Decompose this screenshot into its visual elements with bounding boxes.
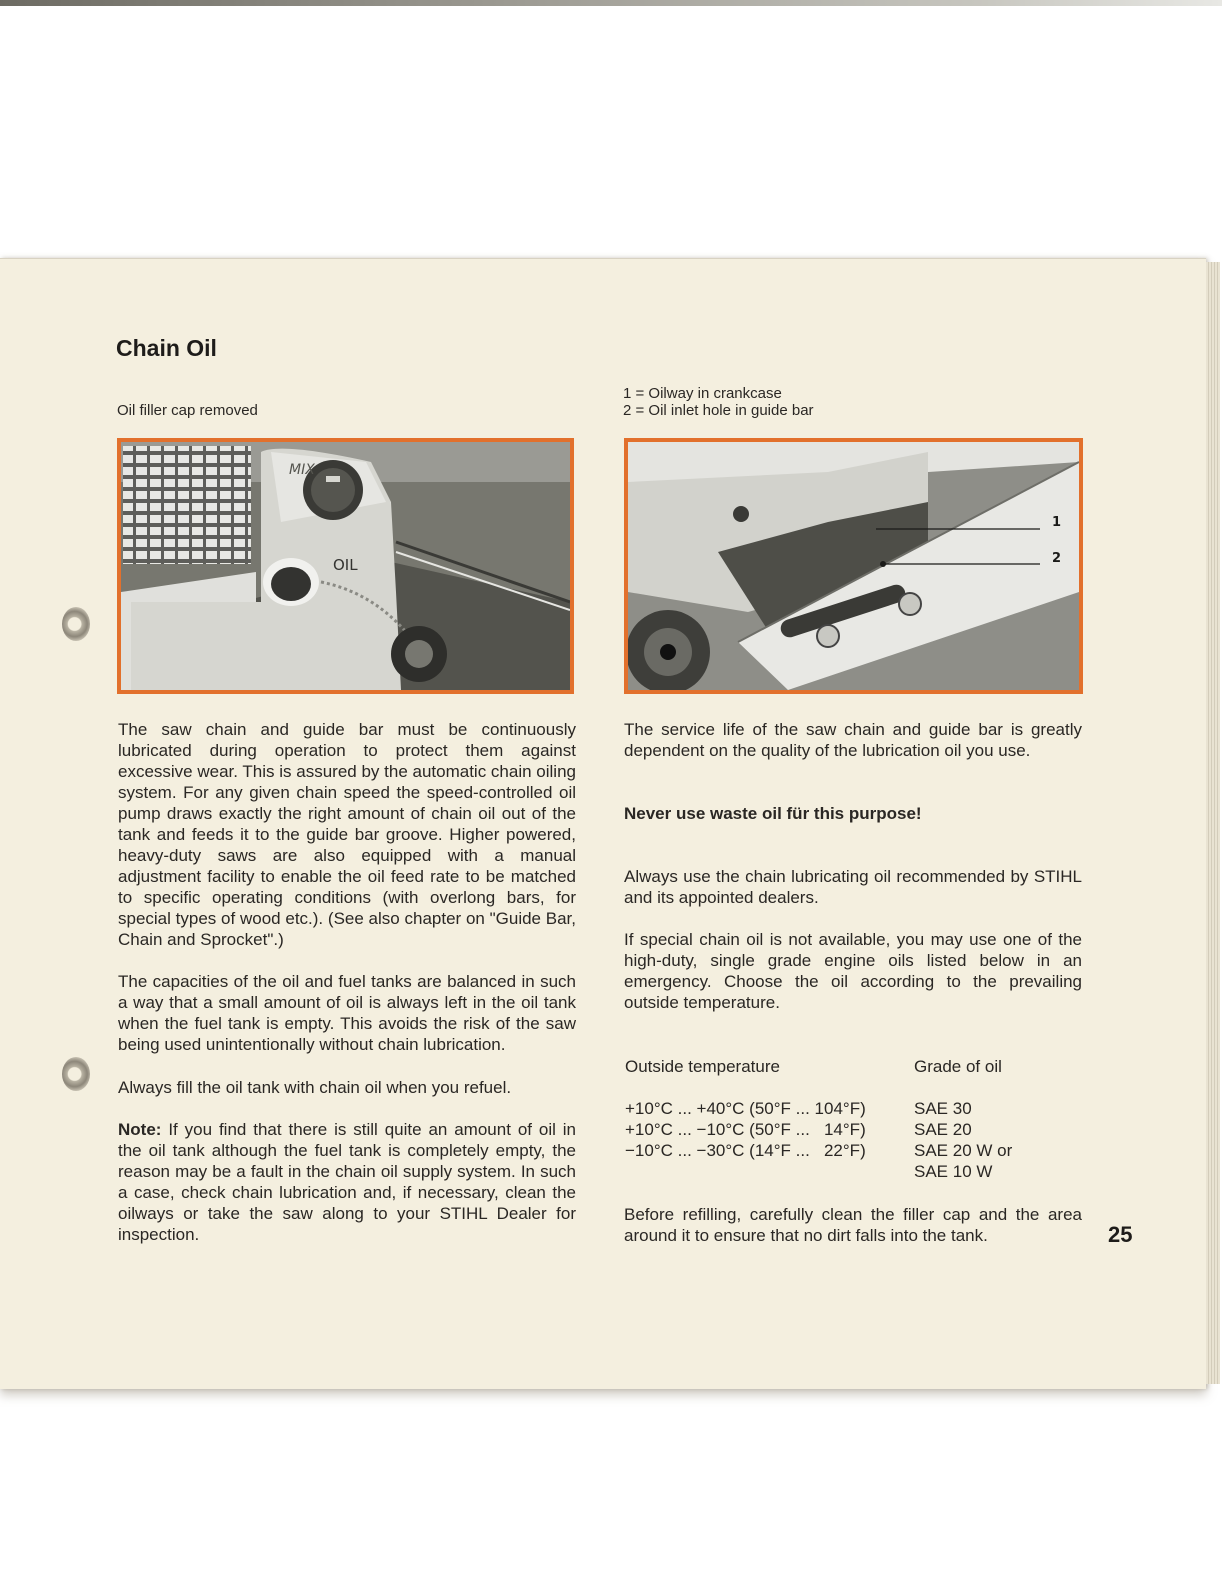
oil-filler-illustration [121, 442, 570, 690]
callout-2: 2 [1052, 551, 1062, 566]
scan-top-edge [0, 0, 1222, 6]
lubrication-paragraph: The saw chain and guide bar must be continuously lubricated during operation to protect them against excessive wear. This is assured by the automatic chain oiling system. For any given chain speed the speed-controlled oil pump draws exactly the right amount of chain oil out of the tank and feeds it to the guide bar groove. Higher powered, heavy-duty saws are also equipped with a manual adjustment facility to enable the oil feed rate to be matched to specific operating conditions (with overlong bars, for special types of wood etc.). (See also chapter on "Guide Bar, Chain and Sprocket".) [118, 720, 576, 949]
left-photo-caption: Oil filler cap removed [117, 402, 258, 419]
refilling-paragraph: Before refilling, carefully clean the filler cap and the area around it to ensure that no dirt falls into the tank. [624, 1205, 1082, 1245]
table-row-grade: SAE 20 W or [914, 1141, 1013, 1160]
table-row-grade: SAE 20 [914, 1120, 972, 1139]
oil-label: OIL [333, 556, 358, 574]
oil-filler-photo [117, 438, 574, 694]
recommended-oil-paragraph: Always use the chain lubricating oil recommended by STIHL and its appointed dealers. [624, 867, 1082, 907]
refuel-paragraph: Always fill the oil tank with chain oil when you refuel. [118, 1078, 512, 1097]
waste-oil-warning: Never use waste oil für this purpose! [624, 804, 922, 823]
page-stack-edge [1206, 262, 1220, 1384]
guide-bar-illustration [628, 442, 1079, 690]
page-title: Chain Oil [116, 335, 217, 361]
right-photo-caption-2: 2 = Oil inlet hole in guide bar [623, 402, 814, 419]
table-header-grade: Grade of oil [914, 1057, 1002, 1076]
table-row-grade: SAE 30 [914, 1099, 972, 1118]
emergency-oil-paragraph: If special chain oil is not available, you may use one of the high-duty, single grade engine oils listed below in an emergency. Choose the oil according to the prevailing outside temperature. [624, 930, 1082, 1012]
binder-hole-lower [62, 1057, 90, 1091]
table-header-temperature: Outside temperature [625, 1057, 780, 1076]
note-text: If you find that there is still quite an amount of oil in the oil tank although the fuel tank is completely empty, the reason may be a fault in the chain oil supply system. In such a case, check chain lubrication and, if necessary, clean the oilways or take the saw along to your STIHL Dealer for inspection. [118, 1120, 576, 1244]
binder-hole-upper [62, 607, 90, 641]
note-label: Note: [118, 1120, 162, 1139]
right-photo-caption-1: 1 = Oilway in crankcase [623, 385, 782, 402]
table-row-temp: +10°C ... +40°C (50°F ... 104°F) [625, 1099, 866, 1118]
service-life-paragraph: The service life of the saw chain and guide bar is greatly dependent on the quality of the lubrication oil you use. [624, 720, 1082, 760]
mix-label: MIX [289, 462, 315, 478]
callout-1: 1 [1052, 515, 1062, 530]
tank-capacity-paragraph: The capacities of the oil and fuel tanks are balanced in such a way that a small amount of oil is always left in the oil tank when the fuel tank is empty. This avoids the risk of the saw being used unintentionally without chain lubrication. [118, 972, 576, 1054]
table-row-grade: SAE 10 W [914, 1162, 993, 1181]
note-paragraph [118, 1119, 576, 1245]
guide-bar-photo [624, 438, 1083, 694]
table-row-temp: −10°C ... −30°C (14°F ... 22°F) [625, 1141, 866, 1160]
page-number: 25 [1108, 1222, 1133, 1247]
table-row-temp: +10°C ... −10°C (50°F ... 14°F) [625, 1120, 866, 1139]
